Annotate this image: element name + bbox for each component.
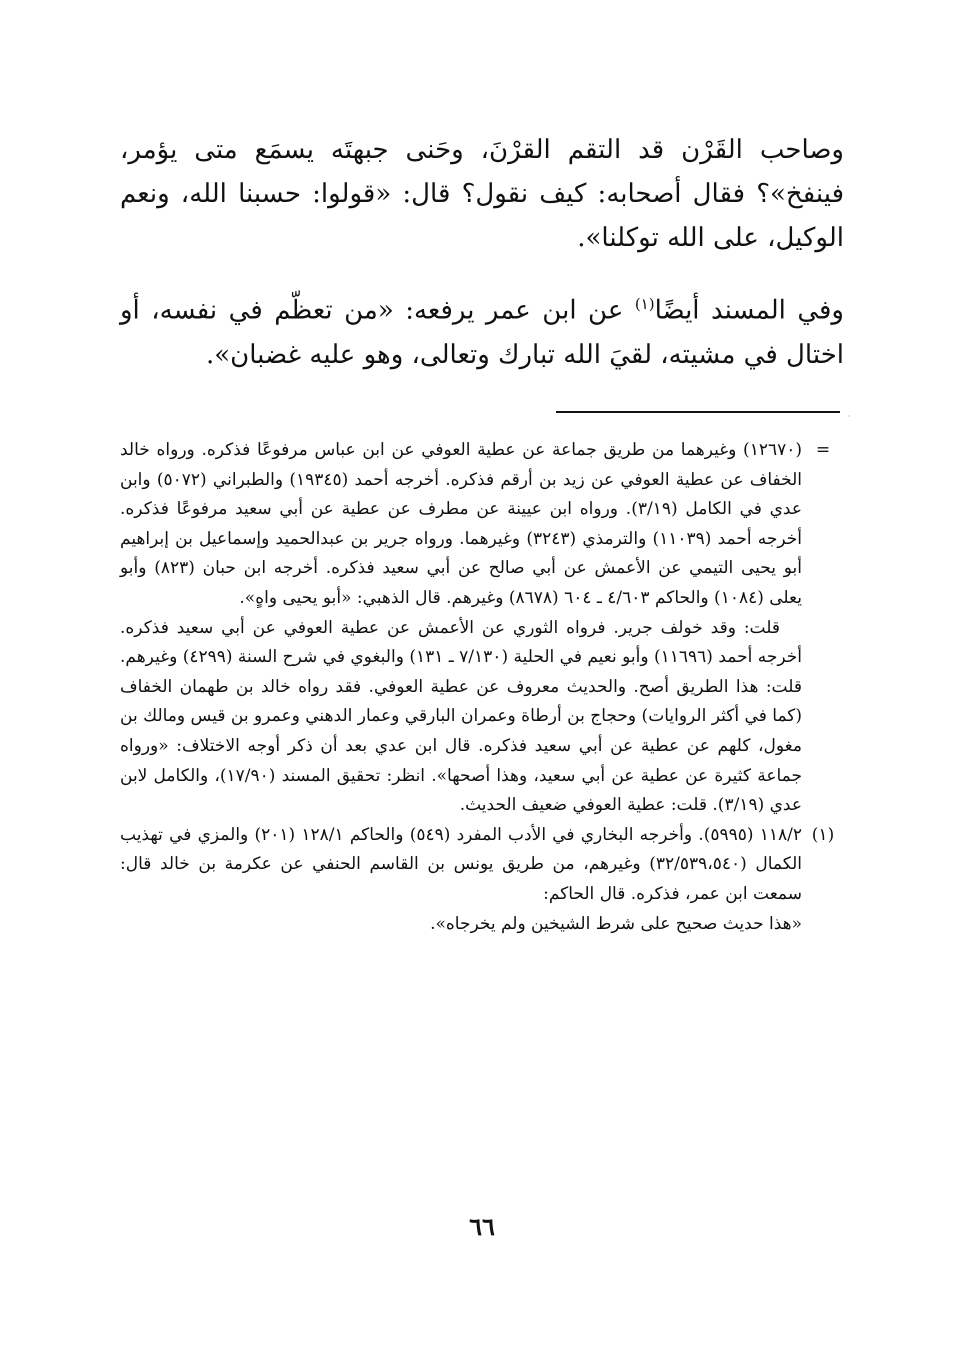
page-number: ٦٦ [469, 1212, 495, 1241]
footnotes [120, 436, 844, 939]
main-paragraph-1: وصاحب القَرْن قد التقم القرْنَ، وحَنى جبهتَه يسمَع متى يؤمر، فينفخ»؟ فقال أصحابه: كيف نقول؟ قال: «قولوا: حسبنا الله، ونعم الوكيل، على الله توكلنا». [120, 135, 844, 253]
footnote-continuation-para-1: (١٢٦٧٠) وغيرهما من طريق جماعة عن عطية العوفي عن ابن عباس مرفوعًا فذكره. ورواه خالد الخفاف عن عطية العوفي عن زيد بن أرقم فذكره. أخرجه أحمد (١٩٣٤٥) والطبراني (٥٠٧٢) وابن عدي في الكامل (٣/١٩). ورواه ابن عيينة عن مطرف عن عطية عن أبي سعيد مرفوعًا فذكره. أخرجه أحمد (١١٠٣٩) والترمذي (٣٢٤٣) وغيرهما. ورواه جرير بن عبدالحميد وإسماعيل بن إبراهيم أبو يحيى التيمي عن الأعمش عن أبي صالح عن أبي سعيد فذكره. أخرجه ابن حبان (٨٢٣) وأبو يعلى (١٠٨٤) والحاكم ٤/٦٠٣ ـ ٦٠٤ (٨٦٧٨) وغيرهم. قال الذهبي: «أبو يحيى واهٍ». [120, 440, 802, 608]
footnote-continuation-para-2: قلت: وقد خولف جرير. فرواه الثوري عن الأعمش عن عطية العوفي عن أبي سعيد فذكره. أخرجه أحمد (١١٦٩٦) وأبو نعيم في الحلية (٧/١٣٠ ـ ١٣١) والبغوي في شرح السنة (٤٢٩٩) وغيرهم. قلت: هذا الطريق أصح. والحديث معروف عن عطية العوفي. فقد رواه خالد بن طهمان الخفاف (كما في أكثر الروايات) وحجاج بن أرطاة وعمران البارقي وعمار الدهني وعمرو بن قيس ومالك بن مغول، كلهم عن عطية عن أبي سعيد فذكره. قال ابن عدي بعد أن ذكر أوجه الاختلاف: «ورواه جماعة كثيرة عن عطية عن أبي سعيد، وهذا أصحها». انظر: تحقيق المسند (١٧/٩٠)، والكامل لابن عدي (٣/١٩). قلت: عطية العوفي ضعيف الحديث. [120, 617, 802, 816]
main-paragraph-2-end: عن ابن عمر يرفعه: «من تعظّم في نفسه، أو اختال في مشيته، لقيَ الله تبارك وتعالى، وهو عليه غضبان». [120, 295, 844, 370]
main-text [120, 128, 844, 377]
footnote-1-body [120, 821, 802, 939]
margin-mark: · [848, 412, 851, 421]
footnote-1-text: ١١٨/٢ (٥٩٩٥). وأخرجه البخاري في الأدب المفرد (٥٤٩) والحاكم ١٢٨/١ (٢٠١) والمزي في تهذيب الكمال (٣٢/٥٣٩،٥٤٠) وغيرهم، من طريق يونس بن القاسم الحنفي عن عكرمة بن خالد قال: سمعت ابن عمر، فذكره. قال الحاكم: [120, 824, 802, 904]
main-paragraph-2-start: وفي المسند أيضًا [654, 295, 844, 326]
continuation-marker: = [815, 440, 831, 460]
footnote-continuation-body [120, 436, 802, 821]
footnote-separator [556, 411, 840, 413]
footnote-1-marker: (١) [811, 824, 835, 845]
footnote-reference-1: (١) [634, 295, 655, 313]
footnote-continuation [120, 436, 844, 821]
footnote-1 [120, 821, 844, 939]
footnote-1-quote: «هذا حديث صحيح على شرط الشيخين ولم يخرجاه». [430, 913, 802, 934]
main-paragraph-2 [120, 282, 844, 377]
